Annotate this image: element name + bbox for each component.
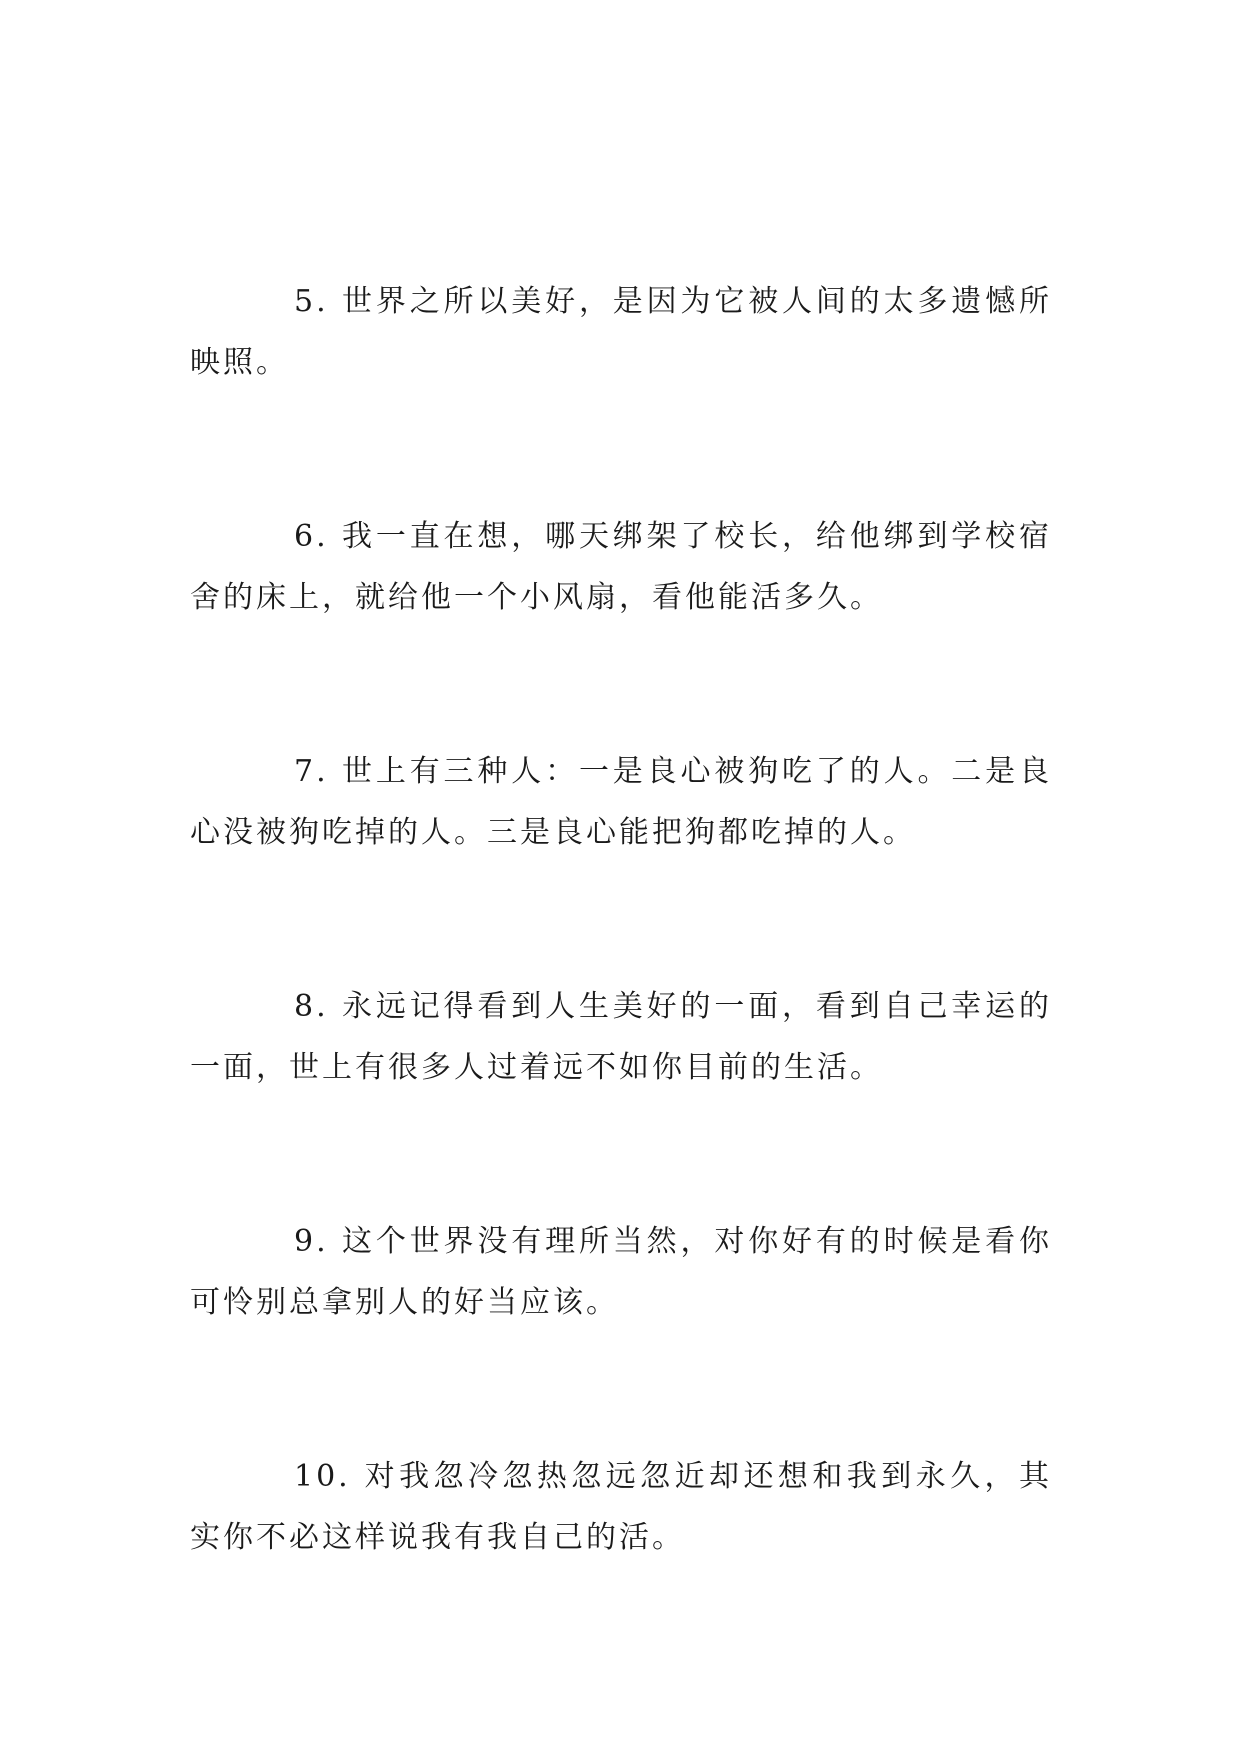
paragraph-9: 9. 这个世界没有理所当然，对你好有的时候是看你可怜别总拿别人的好当应该。: [190, 1224, 1052, 1320]
paragraph-5: 5. 世界之所以美好，是因为它被人间的太多遗憾所映照。: [190, 284, 1052, 380]
paragraph-6: 6. 我一直在想，哪天绑架了校长，给他绑到学校宿舍的床上，就给他一个小风扇，看他能活多久。: [190, 519, 1052, 615]
paragraph-7: 7. 世上有三种人：一是良心被狗吃了的人。二是良心没被狗吃掉的人。三是良心能把狗都吃掉的人。: [190, 754, 1052, 850]
paragraph-8: 8. 永远记得看到人生美好的一面，看到自己幸运的一面，世上有很多人过着远不如你目前的生活。: [190, 989, 1052, 1085]
paragraph-10: 10. 对我忽冷忽热忽远忽近却还想和我到永久，其实你不必这样说我有我自己的活。: [190, 1459, 1052, 1555]
